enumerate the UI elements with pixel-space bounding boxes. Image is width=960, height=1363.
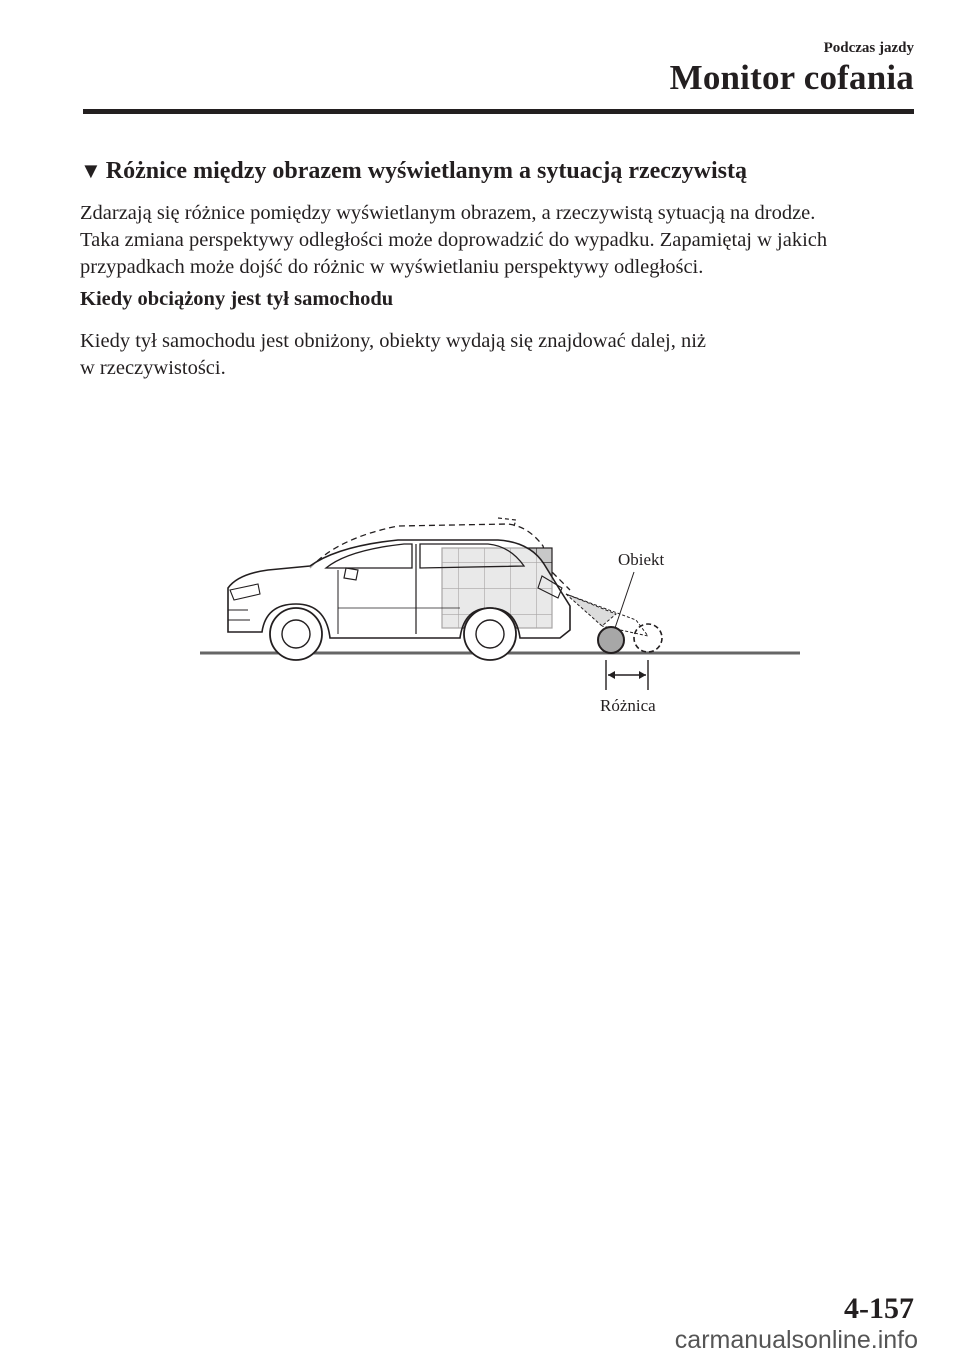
header-rule — [83, 109, 914, 114]
intro-line: Taka zmiana perspektywy odległości może doprowadzić do wypadku. Zapamiętaj w jakich — [80, 229, 828, 251]
header-section-label: Podczas jazdy — [823, 40, 914, 56]
section-heading-text: Różnice między obrazem wyświetlanym a sytuacją rzeczywistą — [105, 158, 747, 184]
label-difference: Różnica — [600, 696, 656, 715]
car-illustration — [198, 510, 802, 725]
page-title: Monitor cofania — [669, 58, 914, 97]
loaded-line: Kiedy tył samochodu jest obniżony, obiekty wydają się znajdować dalej, niż — [80, 330, 707, 352]
loaded-paragraph — [80, 328, 920, 382]
section-heading — [80, 158, 747, 185]
rear-loaded-figure — [198, 510, 802, 725]
subheading: Kiedy obciążony jest tył samochodu — [80, 288, 394, 310]
intro-paragraph — [80, 200, 920, 281]
watermark: carmanualsonline.info — [674, 1326, 918, 1354]
loaded-line: w rzeczywistości. — [80, 357, 226, 379]
intro-line: Zdarzają się różnice pomiędzy wyświetlanym obrazem, a rzeczywistą sytuacją na drodze. — [80, 202, 816, 224]
label-object: Obiekt — [618, 550, 665, 569]
triangle-marker-icon: ▼ — [80, 158, 102, 183]
intro-line: przypadkach może dojść do różnic w wyświetlaniu perspektywy odległości. — [80, 256, 704, 278]
page-number: 4-157 — [844, 1292, 914, 1325]
